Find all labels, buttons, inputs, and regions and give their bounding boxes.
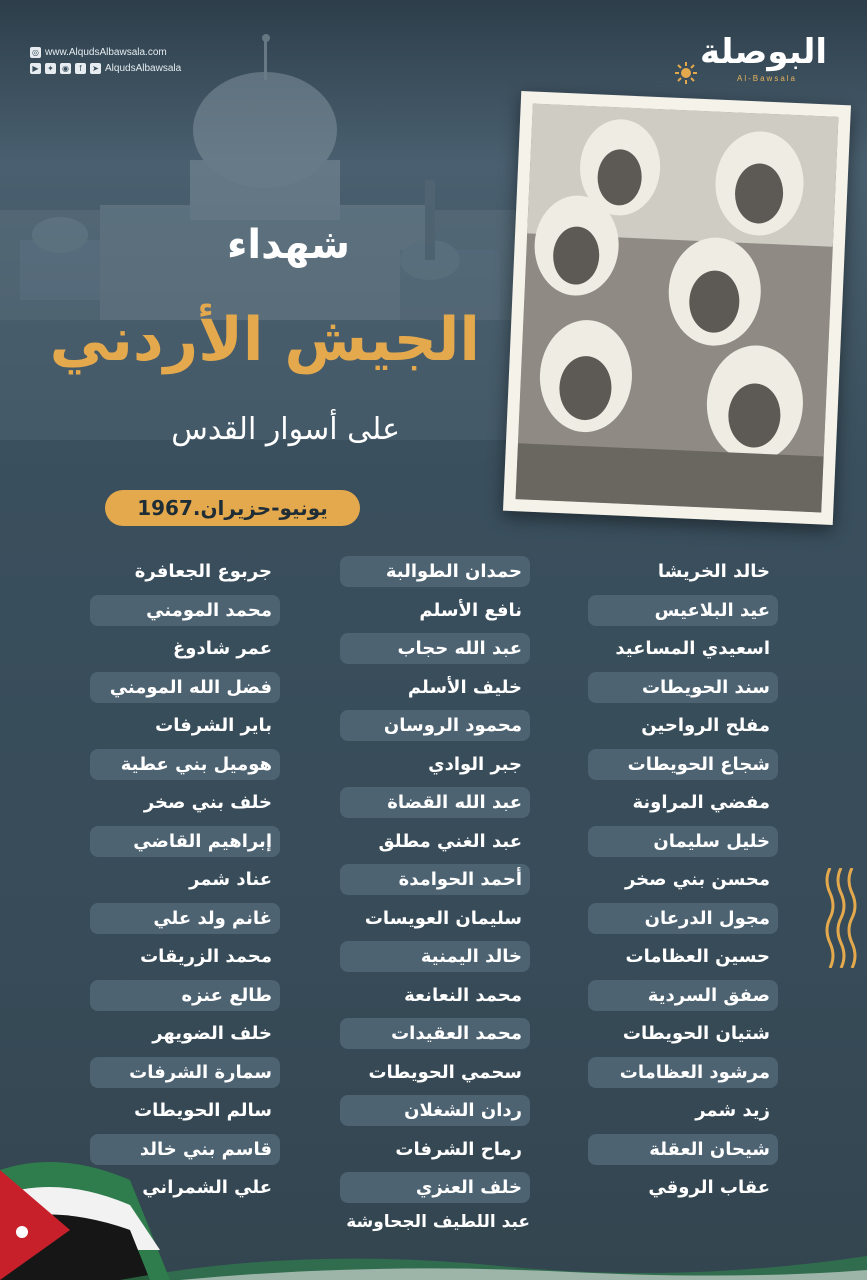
left-name-5: باير الشرفات xyxy=(155,715,272,736)
brand-links xyxy=(30,44,181,76)
right-name-4: سند الحويطات xyxy=(588,672,778,703)
right-name-14: مرشود العظامات xyxy=(588,1057,778,1088)
left-name-1: جربوع الجعافرة xyxy=(134,561,272,582)
middle-name-12: محمد النعانعة xyxy=(404,984,522,1006)
website-link[interactable]: www.AlqudsAlbawsala.com xyxy=(45,46,167,58)
left-name-11: محمد الزريقات xyxy=(140,946,272,967)
twitter-icon[interactable]: ✦ xyxy=(45,63,56,74)
youtube-icon[interactable]: ▶ xyxy=(30,63,41,74)
right-name-5: مفلح الرواحين xyxy=(641,715,770,736)
facebook-icon[interactable]: f xyxy=(75,63,86,74)
right-name-17: عقاب الروقي xyxy=(648,1177,770,1198)
middle-name-16: رماح الشرفات xyxy=(395,1138,522,1160)
flag-wave-bottom xyxy=(120,1236,867,1280)
middle-name-2: نافع الأسلم xyxy=(419,599,522,621)
middle-name-15: ردان الشغلان xyxy=(340,1095,530,1126)
logo-text: البوصلة xyxy=(700,32,827,72)
middle-name-4: خليف الأسلم xyxy=(407,676,522,698)
albawsala-logo xyxy=(677,30,827,100)
sun-icon xyxy=(675,62,697,84)
left-name-14: سمارة الشرفات xyxy=(90,1057,280,1088)
names-column-middle xyxy=(340,556,530,1211)
left-name-2: محمد المومني xyxy=(90,595,280,626)
globe-icon: ◎ xyxy=(30,47,41,58)
left-name-8: إبراهيم القاضي xyxy=(90,826,280,857)
left-name-12: طالع عنزه xyxy=(90,980,280,1011)
left-name-13: خلف الضويهر xyxy=(152,1023,272,1044)
names-column-right xyxy=(588,556,778,1211)
middle-name-13: محمد العقيدات xyxy=(340,1018,530,1049)
left-name-9: عناد شمر xyxy=(189,869,272,890)
date-badge: يونيو-حزيران.1967 xyxy=(105,490,360,526)
right-name-3: اسعيدي المساعيد xyxy=(615,638,770,659)
right-name-15: زيد شمر xyxy=(695,1100,770,1121)
title-line2: الجيش الأردني xyxy=(49,305,480,375)
title-line1: شهداء xyxy=(226,222,350,268)
soldiers-photo-illustration xyxy=(516,104,839,513)
left-name-6: هوميل بني عطية xyxy=(90,749,280,780)
right-name-13: شتيان الحويطات xyxy=(622,1023,770,1044)
names-column-left xyxy=(90,556,280,1211)
social-row xyxy=(30,60,181,76)
middle-name-3: عبد الله حجاب xyxy=(340,633,530,664)
left-name-7: خلف بني صخر xyxy=(143,792,272,813)
left-name-16: قاسم بني خالد xyxy=(90,1134,280,1165)
right-name-16: شيحان العقلة xyxy=(588,1134,778,1165)
social-handle[interactable]: AlqudsAlbawsala xyxy=(105,62,182,74)
extra-name: عبد اللطيف الجحاوشة xyxy=(346,1212,530,1232)
middle-name-8: عبد الغني مطلق xyxy=(378,830,522,852)
left-name-10: غانم ولد علي xyxy=(90,903,280,934)
left-name-15: سالم الحويطات xyxy=(134,1100,272,1121)
left-name-3: عمر شادوغ xyxy=(172,638,272,659)
wave-ornament-icon xyxy=(822,868,860,968)
middle-name-10: سليمان العويسات xyxy=(364,907,522,929)
logo-subtext: Al-Bawsala xyxy=(736,74,797,83)
middle-name-5: محمود الروسان xyxy=(340,710,530,741)
right-name-8: خليل سليمان xyxy=(588,826,778,857)
right-name-10: مجول الدرعان xyxy=(588,903,778,934)
right-name-6: شجاع الحويطات xyxy=(588,749,778,780)
soldiers-photo-frame xyxy=(503,91,851,525)
left-name-4: فضل الله المومني xyxy=(90,672,280,703)
website-row xyxy=(30,44,181,60)
instagram-icon[interactable]: ◉ xyxy=(60,63,71,74)
middle-name-17: خلف العنزي xyxy=(340,1172,530,1203)
telegram-icon[interactable]: ➤ xyxy=(90,63,101,74)
right-name-7: مفضي المراونة xyxy=(632,792,770,813)
soldiers-photo xyxy=(516,104,839,513)
middle-name-7: عبد الله القضاة xyxy=(340,787,530,818)
middle-name-1: حمدان الطوالبة xyxy=(340,556,530,587)
right-name-2: عيد البلاعيس xyxy=(588,595,778,626)
left-name-17: علي الشمراني xyxy=(142,1177,272,1198)
right-name-12: صفق السردية xyxy=(588,980,778,1011)
right-name-11: حسين العظامات xyxy=(625,946,770,967)
middle-name-6: جبر الوادي xyxy=(428,753,522,775)
page-subtitle: على أسوار القدس xyxy=(171,412,400,447)
right-name-1: خالد الخريشا xyxy=(657,561,770,582)
middle-name-11: خالد اليمنية xyxy=(340,941,530,972)
middle-name-14: سحمي الحويطات xyxy=(368,1061,522,1083)
middle-name-9: أحمد الحوامدة xyxy=(340,864,530,895)
right-name-9: محسن بني صخر xyxy=(624,869,770,890)
